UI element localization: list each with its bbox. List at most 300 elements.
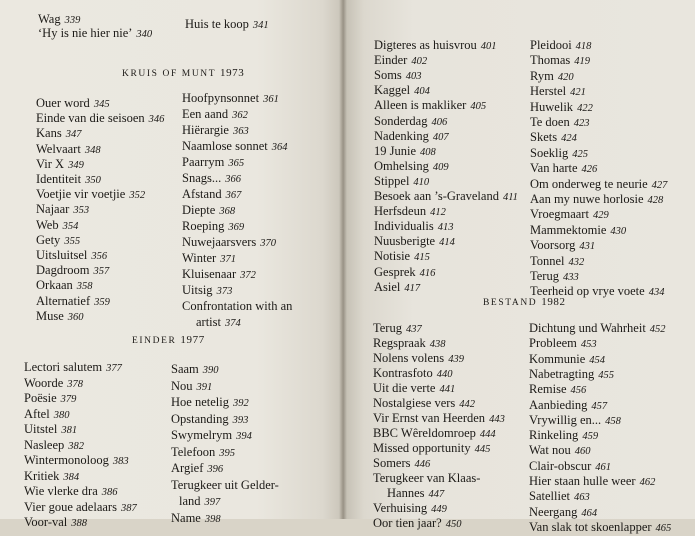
entry-title: Gety [36, 232, 61, 247]
toc-entry [179, 494, 220, 510]
entry-title: Vrywillig en... [529, 412, 602, 427]
toc-entry [36, 202, 89, 218]
entry-title: Nadenking [374, 128, 429, 143]
entry-title: Confrontation with an [182, 299, 293, 313]
entry-title: Dichtung und Wahrheit [529, 321, 646, 335]
toc-entry [36, 218, 78, 234]
entry-page-number: 432 [568, 256, 585, 268]
entry-page-number: 431 [579, 241, 596, 253]
entry-title: Argief [171, 461, 204, 475]
toc-entry [182, 107, 248, 123]
entry-title: Gesprek [374, 264, 416, 279]
toc-entry [373, 366, 452, 382]
entry-page-number: 449 [431, 504, 447, 515]
entry-title: Aan my nuwe horlosie [530, 192, 644, 206]
entry-page-number: 437 [405, 324, 422, 335]
entry-page-number: 352 [129, 190, 146, 202]
toc-entry [36, 263, 109, 279]
entry-title: Poësie [24, 391, 57, 405]
entry-title: Roeping [182, 219, 225, 233]
section-title: EINDER [132, 336, 177, 346]
toc-entry [24, 376, 83, 392]
entry-title: Te doen [530, 115, 570, 129]
toc-entry [24, 453, 129, 469]
entry-title: Nabetragting [529, 366, 595, 381]
entry-page-number: 426 [581, 164, 598, 176]
toc-entry [24, 438, 84, 454]
entry-title: Neergang [529, 504, 578, 519]
entry-page-number: 433 [562, 272, 579, 283]
toc-entry [373, 471, 480, 485]
entry-page-number: 444 [479, 429, 496, 440]
entry-title: Diepte [182, 203, 216, 217]
entry-page-number: 443 [489, 414, 505, 425]
entry-title: Rym [530, 68, 554, 83]
entry-title: Tonnel [530, 253, 565, 268]
toc-entry [24, 515, 87, 531]
entry-page-number: 454 [589, 354, 605, 366]
toc-entry [373, 456, 430, 472]
entry-page-number: 459 [582, 431, 599, 443]
section-heading-einder [132, 334, 205, 346]
entry-title: Kontrasfoto [373, 366, 433, 380]
toc-entry [530, 53, 590, 69]
entry-page-number: 428 [647, 195, 664, 206]
toc-entry [36, 142, 101, 158]
entry-page-number: 364 [271, 142, 288, 153]
toc-entry [529, 520, 671, 536]
entry-title: Thomas [530, 53, 571, 68]
entry-page-number: 366 [225, 174, 241, 185]
entry-page-number: 359 [94, 296, 110, 308]
toc-entry [530, 161, 597, 177]
entry-page-number: 350 [85, 175, 101, 186]
entry-page-number: 445 [474, 444, 491, 455]
entry-title: Omhelsing [374, 158, 429, 173]
entry-page-number: 438 [429, 339, 446, 350]
toc-entry [374, 219, 453, 235]
toc-entry [36, 96, 110, 112]
entry-page-number: 434 [648, 287, 665, 299]
entry-title: Afstand [182, 187, 222, 201]
toc-entry [374, 189, 518, 205]
toc-entry [530, 146, 588, 162]
entry-title: Naamlose sonnet [182, 139, 268, 153]
entry-title: Muse [36, 308, 64, 323]
toc-entry [171, 379, 212, 395]
entry-title: Digteres as huisvrou [374, 38, 477, 52]
entry-page-number: 427 [651, 179, 668, 191]
toc-entry [374, 38, 497, 54]
entry-title: Probleem [529, 336, 577, 351]
entry-page-number: 356 [91, 251, 108, 262]
entry-title: Wie vlerke dra [24, 484, 98, 498]
section-heading-bestand [483, 296, 566, 308]
toc-entry [530, 38, 591, 54]
entry-title: Soms [374, 68, 402, 83]
entry-page-number: 457 [591, 400, 608, 412]
entry-title: Vier goue adelaars [24, 499, 117, 514]
entry-page-number: 380 [53, 409, 70, 421]
entry-title: Uitsluitsel [36, 248, 88, 262]
toc-entry [24, 360, 122, 376]
entry-page-number: 412 [430, 207, 446, 219]
toc-entry [530, 269, 579, 285]
entry-page-number: 346 [148, 114, 165, 126]
entry-title: Kaggel [374, 83, 411, 98]
entry-title: Van harte [530, 161, 578, 176]
toc-entry [182, 139, 288, 155]
toc-entry [530, 177, 667, 193]
entry-page-number: 391 [196, 381, 213, 393]
entry-page-number: 458 [605, 415, 621, 427]
toc-entry [374, 159, 449, 175]
entry-page-number: 460 [574, 446, 591, 458]
entry-page-number: 361 [263, 94, 279, 105]
entry-title: Einde van die seisoen [36, 111, 145, 126]
entry-title: Hier staan hulle weer [529, 474, 636, 488]
entry-title: Notisie [374, 249, 411, 264]
entry-title: Sonderdag [374, 113, 428, 128]
section-heading-kruis-of-munt [122, 67, 244, 79]
entry-page-number: 402 [411, 56, 428, 68]
toc-entry [36, 278, 93, 294]
toc-entry [374, 204, 446, 220]
entry-page-number: 390 [202, 365, 219, 376]
entry-page-number: 418 [575, 41, 592, 52]
entry-title: Nostalgiese vers [373, 396, 456, 410]
entry-page-number: 453 [580, 339, 597, 351]
entry-page-number: 403 [405, 71, 422, 83]
entry-title: Telefoon [171, 444, 216, 459]
entry-page-number: 362 [232, 110, 248, 121]
entry-page-number: 348 [84, 144, 101, 156]
toc-entry [185, 17, 269, 33]
entry-title: Voetjie vir voetjie [36, 187, 126, 202]
toc-entry [374, 280, 420, 296]
entry-title: Nou [171, 378, 193, 393]
entry-page-number: 439 [448, 354, 464, 365]
toc-entry [374, 68, 422, 84]
toc-entry [182, 187, 241, 203]
toc-entry [374, 174, 429, 190]
toc-entry [374, 83, 430, 99]
entry-title: Web [36, 217, 59, 232]
entry-page-number: 347 [65, 129, 82, 141]
toc-entry [171, 445, 235, 461]
entry-title: Winter [182, 251, 217, 265]
entry-page-number: 450 [445, 519, 462, 530]
entry-page-number: 409 [432, 161, 449, 173]
entry-title: Skets [530, 130, 558, 145]
toc-entry [529, 321, 666, 337]
toc-entry [374, 265, 435, 281]
entry-title: Identiteit [36, 172, 82, 186]
toc-entry [196, 315, 241, 331]
toc-entry [373, 426, 496, 442]
toc-entry [529, 336, 597, 352]
entry-page-number: 363 [232, 126, 249, 137]
entry-page-number: 456 [570, 385, 587, 397]
toc-entry [529, 413, 621, 429]
entry-title: Aftel [24, 406, 50, 421]
entry-page-number: 379 [60, 394, 77, 405]
toc-entry [182, 203, 235, 219]
entry-page-number: 394 [236, 431, 252, 442]
entry-title: Kans [36, 126, 62, 141]
entry-page-number: 442 [459, 399, 476, 410]
entry-page-number: 398 [204, 513, 221, 525]
entry-page-number: 397 [204, 497, 221, 508]
entry-title: Hiërargie [182, 123, 229, 137]
entry-title: Woorde [24, 375, 64, 390]
entry-page-number: 404 [414, 86, 430, 98]
entry-page-number: 349 [68, 159, 84, 171]
entry-title: Huis te koop [185, 17, 249, 31]
entry-page-number: 425 [572, 148, 588, 160]
toc-entry [373, 441, 490, 457]
entry-page-number: 396 [207, 464, 224, 475]
entry-page-number: 406 [431, 116, 448, 128]
toc-entry [36, 294, 110, 310]
entry-title: Saam [171, 362, 199, 376]
toc-entry [529, 352, 605, 368]
entry-title: Uitsig [182, 283, 213, 297]
toc-entry [373, 351, 464, 367]
entry-page-number: 413 [437, 222, 454, 234]
entry-title: Clair-obscur [529, 458, 592, 473]
toc-entry [373, 411, 505, 427]
entry-title: Terugkeer uit Gelder- [171, 477, 279, 492]
entry-page-number: 382 [68, 440, 85, 452]
toc-entry [530, 223, 626, 239]
entry-title: artist [196, 315, 221, 329]
entry-title: Mammektomie [530, 222, 607, 237]
toc-entry [529, 474, 655, 490]
toc-entry [182, 219, 244, 235]
entry-page-number: 424 [561, 133, 577, 145]
entry-page-number: 441 [439, 384, 456, 395]
entry-page-number: 365 [228, 158, 245, 169]
entry-title: Einder [374, 53, 408, 68]
entry-page-number: 393 [232, 414, 249, 426]
book-gutter [339, 0, 347, 519]
entry-title: Nolens volens [373, 351, 445, 365]
entry-page-number: 410 [413, 176, 430, 188]
toc-entry [530, 115, 589, 131]
entry-title: Individualis [374, 219, 434, 234]
entry-page-number: 422 [577, 102, 593, 114]
entry-title: Om onderweg te neurie [530, 176, 648, 191]
entry-page-number: 340 [136, 29, 153, 40]
toc-entry [529, 459, 611, 475]
entry-title: Soeklig [530, 145, 569, 160]
entry-page-number: 421 [570, 87, 586, 99]
entry-title: ‘Hy is nie hier nie’ [38, 26, 133, 40]
entry-title: BBC Wêreldomroep [373, 426, 476, 440]
toc-entry [529, 505, 597, 521]
entry-page-number: 430 [610, 225, 627, 237]
entry-page-number: 416 [419, 267, 436, 279]
entry-page-number: 401 [480, 41, 497, 52]
entry-title: Kritiek [24, 468, 60, 483]
entry-title: Verhuising [373, 501, 428, 515]
entry-title: land [179, 494, 201, 508]
entry-title: Lectori salutem [24, 360, 103, 374]
entry-title: Ouer word [36, 96, 90, 110]
entry-title: Uit die verte [373, 381, 436, 395]
toc-entry [182, 235, 276, 251]
entry-page-number: 455 [598, 369, 615, 381]
toc-entry [373, 336, 446, 352]
entry-page-number: 440 [436, 369, 453, 380]
entry-page-number: 395 [219, 447, 235, 459]
entry-title: Wag [38, 12, 61, 26]
entry-title: Nuusberigte [374, 234, 436, 249]
section-year: 1982 [541, 296, 566, 308]
entry-page-number: 358 [76, 281, 93, 293]
entry-page-number: 383 [112, 456, 129, 467]
entry-page-number: 384 [63, 471, 80, 483]
entry-title: Paarrym [182, 155, 225, 169]
entry-page-number: 368 [219, 206, 236, 217]
entry-page-number: 452 [649, 324, 666, 335]
toc-entry [171, 362, 219, 378]
toc-entry [24, 469, 79, 485]
entry-page-number: 374 [225, 318, 241, 329]
entry-page-number: 381 [61, 425, 78, 436]
toc-entry [171, 461, 223, 477]
entry-page-number: 373 [216, 286, 233, 297]
toc-entry [36, 111, 164, 127]
entry-page-number: 462 [639, 477, 656, 488]
entry-page-number: 408 [420, 146, 436, 158]
toc-entry [171, 478, 279, 492]
entry-title: Nasleep [24, 437, 65, 452]
entry-title: Oor tien jaar? [373, 516, 442, 530]
toc-entry [182, 171, 241, 187]
entry-page-number: 367 [225, 190, 242, 201]
entry-title: Alternatief [36, 293, 91, 308]
entry-page-number: 370 [260, 238, 277, 249]
toc-entry [374, 234, 455, 250]
entry-page-number: 461 [595, 461, 611, 473]
toc-entry [529, 489, 590, 505]
toc-entry [36, 248, 107, 264]
entry-page-number: 388 [71, 518, 88, 529]
entry-page-number: 378 [67, 378, 84, 390]
toc-entry [529, 382, 586, 398]
entry-title: Alleen is makliker [374, 98, 467, 113]
toc-entry [373, 501, 447, 517]
toc-entry [374, 53, 427, 69]
section-title: KRUIS OF MUNT [122, 69, 216, 79]
toc-entry [24, 422, 77, 438]
entry-title: Stippel [374, 173, 410, 188]
toc-entry [24, 391, 76, 407]
toc-entry [530, 254, 584, 270]
toc-entry [373, 381, 455, 397]
entry-page-number: 369 [228, 222, 245, 233]
entry-page-number: 446 [414, 459, 431, 470]
toc-entry [182, 155, 244, 171]
entry-page-number: 429 [592, 210, 609, 222]
toc-entry [374, 98, 486, 114]
entry-title: Welvaart [36, 141, 81, 156]
entry-page-number: 339 [64, 15, 81, 26]
toc-entry [36, 157, 84, 173]
toc-entry [182, 299, 292, 313]
entry-page-number: 420 [557, 71, 574, 83]
section-title: BESTAND [483, 298, 538, 308]
toc-entry [374, 249, 430, 265]
toc-entry [24, 407, 69, 423]
toc-entry [182, 123, 249, 139]
toc-entry [529, 398, 607, 414]
entry-page-number: 419 [574, 56, 591, 68]
toc-entry [530, 192, 663, 208]
entry-page-number: 377 [106, 363, 122, 374]
entry-title: Nuwejaarsvers [182, 235, 257, 249]
entry-title: Van slak tot skoenlapper [529, 519, 652, 534]
entry-page-number: 345 [93, 99, 110, 110]
entry-title: Vir Ernst van Heerden [373, 411, 486, 425]
toc-entry [373, 516, 461, 532]
entry-title: Vir X [36, 156, 65, 171]
toc-entry [373, 396, 475, 412]
entry-title: Kluisenaar [182, 267, 237, 281]
entry-page-number: 341 [252, 20, 269, 31]
toc-entry [182, 267, 256, 283]
toc-entry [530, 130, 577, 146]
entry-title: Regspraak [373, 336, 426, 350]
entry-page-number: 357 [93, 266, 110, 278]
toc-entry [182, 251, 236, 267]
entry-title: Voorsorg [530, 238, 576, 253]
entry-title: Remise [529, 382, 567, 397]
toc-entry [374, 144, 436, 160]
left-page [0, 0, 343, 529]
entry-page-number: 464 [581, 507, 598, 519]
section-year: 1977 [180, 334, 205, 346]
toc-entry [36, 233, 80, 249]
toc-entry [36, 172, 101, 188]
entry-page-number: 414 [439, 237, 455, 249]
entry-title: Terug [373, 321, 402, 335]
toc-entry [36, 309, 84, 325]
entry-title: 19 Junie [374, 143, 417, 158]
entry-title: Opstanding [171, 411, 229, 426]
entry-title: Swymelrym [171, 428, 233, 442]
entry-page-number: 463 [573, 492, 590, 504]
toc-entry [171, 412, 248, 428]
entry-title: Terug [530, 269, 559, 283]
entry-page-number: 353 [73, 205, 90, 217]
toc-entry [387, 486, 444, 502]
entry-title: Aanbieding [529, 397, 588, 412]
entry-title: Missed opportunity [373, 441, 471, 455]
toc-entry [182, 91, 279, 107]
toc-entry [529, 367, 614, 383]
entry-page-number: 387 [120, 502, 137, 514]
entry-page-number: 447 [428, 489, 445, 500]
entry-title: Wat nou [529, 443, 571, 458]
entry-title: Asiel [374, 279, 401, 294]
entry-title: Wintermonoloog [24, 453, 109, 467]
entry-page-number: 417 [404, 282, 421, 294]
entry-page-number: 371 [220, 254, 236, 265]
entry-title: Dagdroom [36, 263, 90, 278]
